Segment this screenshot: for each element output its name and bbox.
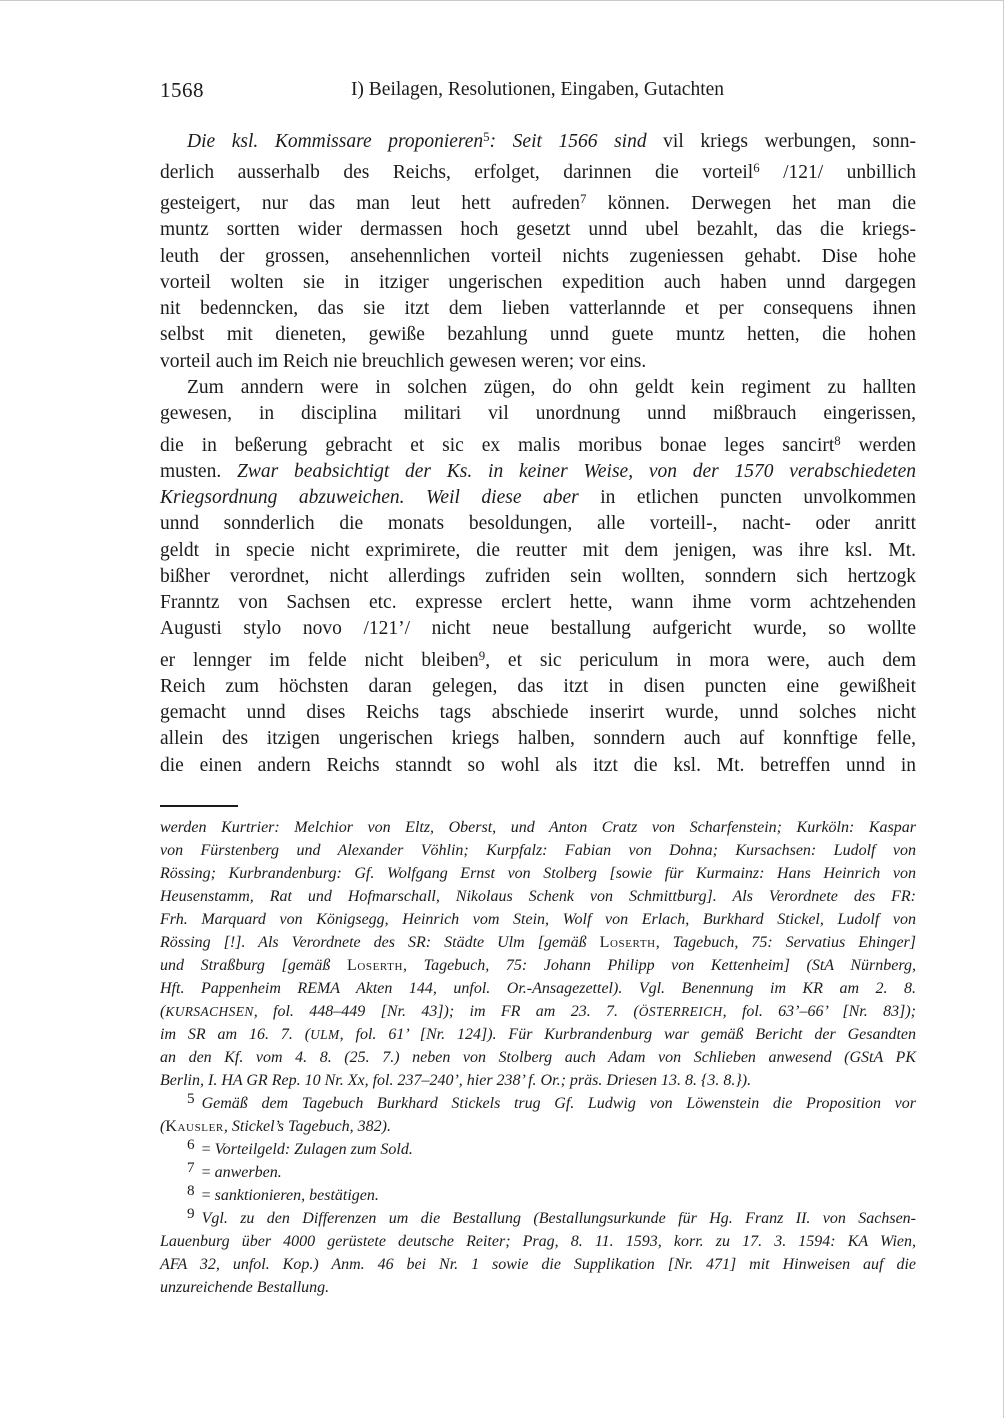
regular-text: allein des itzigen ungerischen kriegs halben, sonndern auch auf konnftige felle, <box>160 728 916 750</box>
regular-text: = <box>201 1141 215 1159</box>
regular-text: geldt in specie nicht exprimirete, die reutter mit dem jenigen, was ihre ksl. Mt. <box>160 539 916 561</box>
paragraph <box>160 1184 916 1207</box>
text-line <box>160 459 916 485</box>
text-line <box>160 726 916 752</box>
regular-text: selbst mit dieneten, gewiße bezahlung unnd guete muntz hetten, die hohen <box>160 324 916 346</box>
text-line <box>160 674 916 700</box>
text-line <box>160 643 916 674</box>
text-line <box>160 155 916 186</box>
italic-text: , fol. 61’ [Nr. 124]). Für Kurbrandenburg war gemäß Bericht der Gesandten <box>339 1026 916 1044</box>
italic-text: von Fürstenberg und Alexander Vöhlin; Kurpfalz: Fabian von Dohna; Kursachsen: Ludolf von <box>160 842 916 860</box>
italic-text: Lauenburg über 4000 gerüstete deutsche Reiter; Prag, 8. 11. 1593, korr. zu 17. 3. 1594: KA Wien, <box>160 1233 916 1251</box>
archive-sigla: ULM <box>310 1027 340 1043</box>
italic-text: AFA 32, unfol. Kop.) Anm. 46 bei Nr. 1 sowie die Supplikation [Nr. 471] mit Hinweisen auf die <box>160 1256 916 1274</box>
regular-text: Franntz von Sachsen etc. expresse erclert hette, wann ihme vorm achtzehenden <box>160 592 916 614</box>
regular-text: Zum anndern were in solchen zügen, do ohn geldt kein regiment zu hallten <box>187 377 916 399</box>
italic-text: , Tagebuch, 75: Johann Philipp von Kettenheim] (StA Nürnberg, <box>403 957 916 975</box>
regular-text: in etlichen puncten unvolkommen <box>578 486 916 508</box>
footnote-separator-rule <box>160 805 238 807</box>
text-line <box>160 1184 916 1207</box>
main-text-block <box>160 124 916 779</box>
regular-text: , et sic periculum in mora were, auch dem <box>485 649 916 671</box>
italic-text: ( <box>160 1118 166 1136</box>
italic-text: unzureichende Bestallung. <box>160 1279 330 1297</box>
italic-text: , fol. 448–449 [Nr. 43]); im FR am 23. 7. ( <box>253 1003 639 1021</box>
running-head <box>160 78 915 104</box>
text-line <box>160 1207 916 1230</box>
text-line <box>160 885 916 908</box>
text-line <box>160 244 916 270</box>
italic-text: sanktionieren, bestätigen. <box>214 1187 379 1205</box>
italic-text: an den Kf. vom 4. 8. (25. 7.) neben von Stolberg auch Adam von Schlieben anwesend (GStA PK <box>160 1049 916 1067</box>
text-line <box>160 564 916 590</box>
italic-text: Die ksl. Kommissare proponieren <box>187 130 484 152</box>
text-line <box>160 1115 916 1138</box>
paragraph <box>160 816 916 1092</box>
smallcaps-author: Kausler <box>165 1118 224 1136</box>
page-number: 1568 <box>160 78 204 102</box>
italic-text: ( <box>160 1003 166 1021</box>
regular-text: Reich zum höchsten daran gelegen, das itzt in disen puncten eine gewißheit <box>160 675 916 697</box>
regular-text: bißher verordnet, nicht allerdings zufriden sein wollten, sonndern sich hertzogk <box>160 565 916 587</box>
italic-text: anwerben. <box>214 1164 282 1182</box>
italic-text: Heusenstamm, Rat und Hofmarschall, Nikolaus Schenk von Schmittburg]. Als Verordnete des FR: <box>160 888 916 906</box>
italic-text: im SR am 16. 7. ( <box>160 1026 311 1044</box>
italic-text: Kriegsordnung abzuweichen. Weil diese aber <box>160 486 579 508</box>
footnote-number: 5 <box>187 1090 195 1108</box>
text-line <box>160 1276 916 1299</box>
paragraph <box>160 124 916 375</box>
footnote-number: 8 <box>187 1182 195 1200</box>
italic-text: Vgl. zu den Differenzen um die Bestallung (Bestallungsurkunde für Hg. Franz II. von Sachsen- <box>201 1210 916 1228</box>
text-line <box>160 1046 916 1069</box>
text-line <box>160 217 916 243</box>
paragraph <box>160 1161 916 1184</box>
text-line <box>160 616 916 642</box>
regular-text: muntz sortten wider dermassen hoch gesetzt unnd ubel bezahlt, das die kriegs- <box>160 219 916 241</box>
italic-text: werden Kurtrier: Melchior von Eltz, Oberst, und Anton Cratz von Scharfenstein; Kurköln: Kaspar <box>160 819 916 837</box>
text-line <box>160 1000 916 1023</box>
italic-text: Rössing; Kurbrandenburg: Gf. Wolfgang Ernst von Stolberg [sowie für Kurmainz: Hans Heinrich von <box>160 865 916 883</box>
footnote-marker: 8 <box>834 433 841 448</box>
paragraph <box>160 1138 916 1161</box>
italic-text: , Stickel’s Tagebuch, 382). <box>223 1118 391 1136</box>
archive-sigla: ÖSTERREICH <box>638 1004 723 1020</box>
paragraph <box>160 1092 916 1138</box>
footnote-marker: 5 <box>483 130 490 144</box>
regular-text: gemacht unnd dises Reichs tags abschiede inserirt wurde, unnd solches nicht <box>160 702 916 724</box>
text-line <box>160 322 916 348</box>
text-line <box>160 1023 916 1046</box>
italic-text: Berlin, I. HA GR Rep. 10 Nr. Xx, fol. 237–240’, hier 238’ f. Or.; präs. Driesen 13. 8. {3. 8.}). <box>160 1072 752 1090</box>
regular-text: derlich ausserhalb des Reichs, erfolget, darinnen die vorteil <box>160 161 754 183</box>
smallcaps-author: Loserth <box>599 934 656 952</box>
text-line <box>160 954 916 977</box>
italic-text: und Straßburg [gemäß <box>160 957 347 975</box>
text-line <box>160 349 916 375</box>
regular-text: nit bedenncken, das sie itzt dem lieben vatterlannde et per consequens ihnen <box>160 298 916 320</box>
text-line <box>160 590 916 616</box>
footnote-marker: 9 <box>478 648 486 663</box>
text-line <box>160 538 916 564</box>
footnote-marker: 6 <box>753 161 760 176</box>
regular-text: vorteil wolten sie in itziger ungerischen expedition auch haben unnd dargegen <box>160 271 916 293</box>
footnotes-block <box>160 816 916 1299</box>
regular-text: die in beßerung gebracht et sic ex malis moribus bonae leges sancirt <box>160 434 835 456</box>
text-line <box>160 428 916 459</box>
italic-text: Vorteilgeld: Zulagen zum Sold. <box>214 1141 413 1159</box>
text-line <box>160 124 916 155</box>
text-line <box>160 375 916 401</box>
regular-text: er lennger im felde nicht bleiben <box>160 649 479 671</box>
text-line <box>160 1230 916 1253</box>
footnote-number: 6 <box>187 1136 195 1154</box>
regular-text: die einen andern Reichs stanndt so wohl als itzt die ksl. Mt. betreffen unnd in <box>160 754 916 776</box>
text-line <box>160 753 916 779</box>
italic-text: Zwar beabsichtigt der Ks. in keiner Weise, von der 1570 verabschiedeten <box>236 460 916 482</box>
text-line <box>160 270 916 296</box>
regular-text: leuth der grossen, ansehennlichen vorteil nichts zugeniessen gehabt. Dise hohe <box>160 245 916 267</box>
regular-text: gesteigert, nur das man leut hett aufreden <box>160 192 581 214</box>
text-line <box>160 816 916 839</box>
smallcaps-author: Loserth <box>346 957 404 975</box>
text-line <box>160 862 916 885</box>
text-line <box>160 908 916 931</box>
text-line <box>160 186 916 217</box>
italic-text: Hft. Pappenheim REMA Akten 144, unfol. Or.-Ansagezettel). Vgl. Benennung im KR am 2. 8. <box>160 980 916 998</box>
regular-text: unnd sonnderlich die monats besoldungen, alle vorteill-, nacht- oder anritt <box>160 513 916 535</box>
text-line <box>160 977 916 1000</box>
italic-text: Gemäß dem Tagebuch Burkhard Stickels trug Gf. Ludwig von Löwenstein die Proposition vor <box>201 1095 916 1113</box>
regular-text: musten. <box>160 460 237 482</box>
italic-text: , fol. 63’–66’ [Nr. 83]); <box>722 1003 916 1021</box>
text-line <box>160 511 916 537</box>
regular-text: Augusti stylo novo /121’/ nicht neue bestallung aufgericht wurde, so wollte <box>160 618 916 640</box>
text-line <box>160 1253 916 1276</box>
text-line <box>160 839 916 862</box>
text-line <box>160 1092 916 1115</box>
regular-text: = <box>201 1187 215 1205</box>
paragraph <box>160 1207 916 1299</box>
regular-text: = <box>201 1164 215 1182</box>
regular-text: können. Derwegen het man die <box>586 192 917 214</box>
regular-text: vil kriegs werbungen, sonn- <box>646 130 916 152</box>
italic-text: , Tagebuch, 75: Servatius Ehinger] <box>655 934 917 952</box>
regular-text: gewesen, in disciplina militari vil unordnung unnd mißbrauch eingerissen, <box>160 403 916 425</box>
paragraph <box>160 375 916 779</box>
text-line <box>160 296 916 322</box>
text-line <box>160 931 916 954</box>
italic-text: Frh. Marquard von Königsegg, Heinrich vom Stein, Wolf von Erlach, Burkhard Stickel, Ludolf von <box>160 911 916 929</box>
footnote-marker: 7 <box>580 192 587 207</box>
regular-text: /121/ unbillich <box>759 161 916 183</box>
text-line <box>160 1161 916 1184</box>
regular-text: vorteil auch im Reich nie breuchlich gewesen weren; vor eins. <box>160 350 647 372</box>
text-line <box>160 485 916 511</box>
text-line <box>160 700 916 726</box>
regular-text: werden <box>840 434 916 456</box>
archive-sigla: KURSACHSEN <box>165 1004 254 1020</box>
running-title: I) Beilagen, Resolutionen, Eingaben, Gutachten <box>350 79 725 100</box>
italic-text: Rössing [!]. Als Verordnete des SR: Städte Ulm [gemäß <box>160 934 600 952</box>
footnote-number: 7 <box>187 1159 195 1177</box>
italic-text: : Seit 1566 sind <box>489 130 647 152</box>
text-line <box>160 1069 916 1092</box>
text-line <box>160 1138 916 1161</box>
footnote-number: 9 <box>187 1205 195 1223</box>
text-line <box>160 401 916 427</box>
